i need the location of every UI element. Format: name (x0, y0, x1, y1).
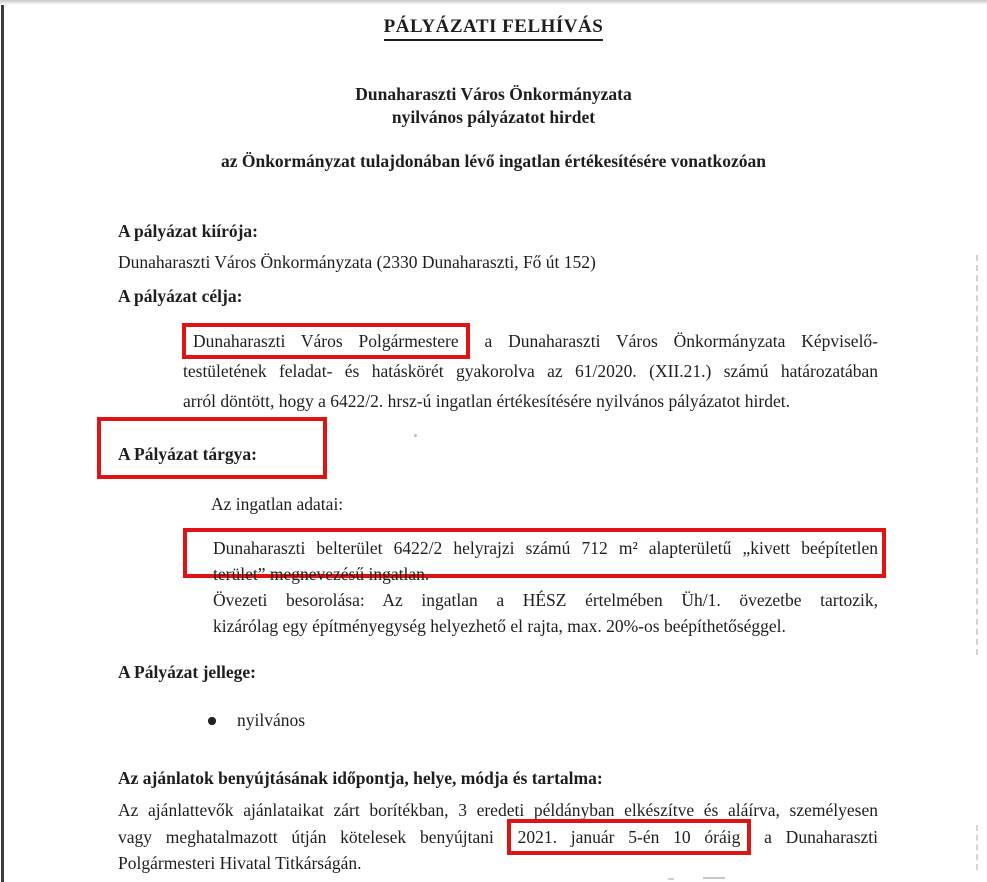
annotation-box-deadline (507, 819, 752, 855)
scan-right-edge-artifact (976, 255, 978, 655)
zoning-line1: Övezeti besorolása: Az ingatlan a HÉSZ értelmében Üh/1. övezetbe tartozik, (213, 590, 878, 610)
subtitle-issuer: Dunaharaszti Város Önkormányzata (355, 84, 632, 104)
scan-right-edge-artifact (976, 825, 978, 870)
benyujtas-line2-pre: vagy meghatalmazott útján kötelesek benyújtani (118, 827, 494, 847)
section-heading-jellege: A Pályázat jellege: (118, 662, 257, 682)
celja-line1-rest: a Dunaharaszti Város Önkormányzata Képviselő- (484, 331, 879, 351)
page-title (0, 16, 987, 38)
section-heading-benyujtas: Az ajánlatok benyújtásának időpontja, helye, módja és tartalma: (118, 768, 603, 788)
scan-speck (668, 878, 674, 880)
targya-intro: Az ingatlan adatai: (211, 494, 344, 514)
property-line2: terület” megnevezésű ingatlan. (213, 564, 430, 584)
bullet-icon (208, 717, 216, 725)
kiiroja-body: Dunaharaszti Város Önkormányzata (2330 Dunaharaszti, Fő út 152) (118, 252, 596, 272)
benyujtas-line3: Polgármesteri Hivatal Titkárságán. (118, 853, 362, 873)
annotation-box-polgarmestere (182, 323, 470, 359)
jellege-bullet-item: nyilvános (237, 710, 306, 730)
zoning-line2: kizárólag egy építményegység helyezhető el rajta, max. 20%-os beépíthetőséggel. (213, 616, 786, 636)
scan-left-edge-line (1, 0, 4, 882)
celja-highlighted-phrase: Dunaharaszti Város Polgármestere (193, 331, 459, 351)
scan-speck (703, 877, 725, 879)
section-heading-targya: A Pályázat tárgya: (118, 444, 257, 464)
benyujtas-line2 (118, 827, 878, 848)
scan-speck (414, 434, 417, 437)
celja-paragraph-line1 (183, 331, 878, 352)
subtitle-announce: nyilvános pályázatot hirdet (391, 107, 596, 127)
celja-paragraph-line3: arról döntött, hogy a 6422/2. hrsz-ú ingatlan értékesítésére nyilvános pályázatot hirdet. (183, 391, 790, 411)
page-title-text: PÁLYÁZATI FELHÍVÁS (384, 16, 604, 41)
subtitle-purpose: az Önkormányzat tulajdonában lévő ingatlan értékesítésére vonatkozóan (220, 151, 767, 171)
section-heading-kiiroja: A pályázat kiírója: (118, 221, 258, 241)
benyujtas-line2-post: a Dunaharaszti (764, 827, 879, 847)
benyujtas-deadline: 2021. január 5-én 10 óráig (517, 827, 741, 847)
benyujtas-line1: Az ajánlattevők ajánlataikat zárt borítékban, 3 eredeti példányban elkészítve és aláírva, személyesen (118, 800, 878, 820)
property-line1: Dunaharaszti belterület 6422/2 helyrajzi számú 712 m² alapterületű „kivett beépítetlen (213, 538, 878, 558)
celja-paragraph-line2: testületének feladat- és hatáskörét gyakorolva az 61/2020. (XII.21.) számú határozatában (183, 361, 878, 381)
section-heading-celja: A pályázat célja: (118, 286, 243, 306)
scan-top-edge-shadow (0, 0, 987, 5)
